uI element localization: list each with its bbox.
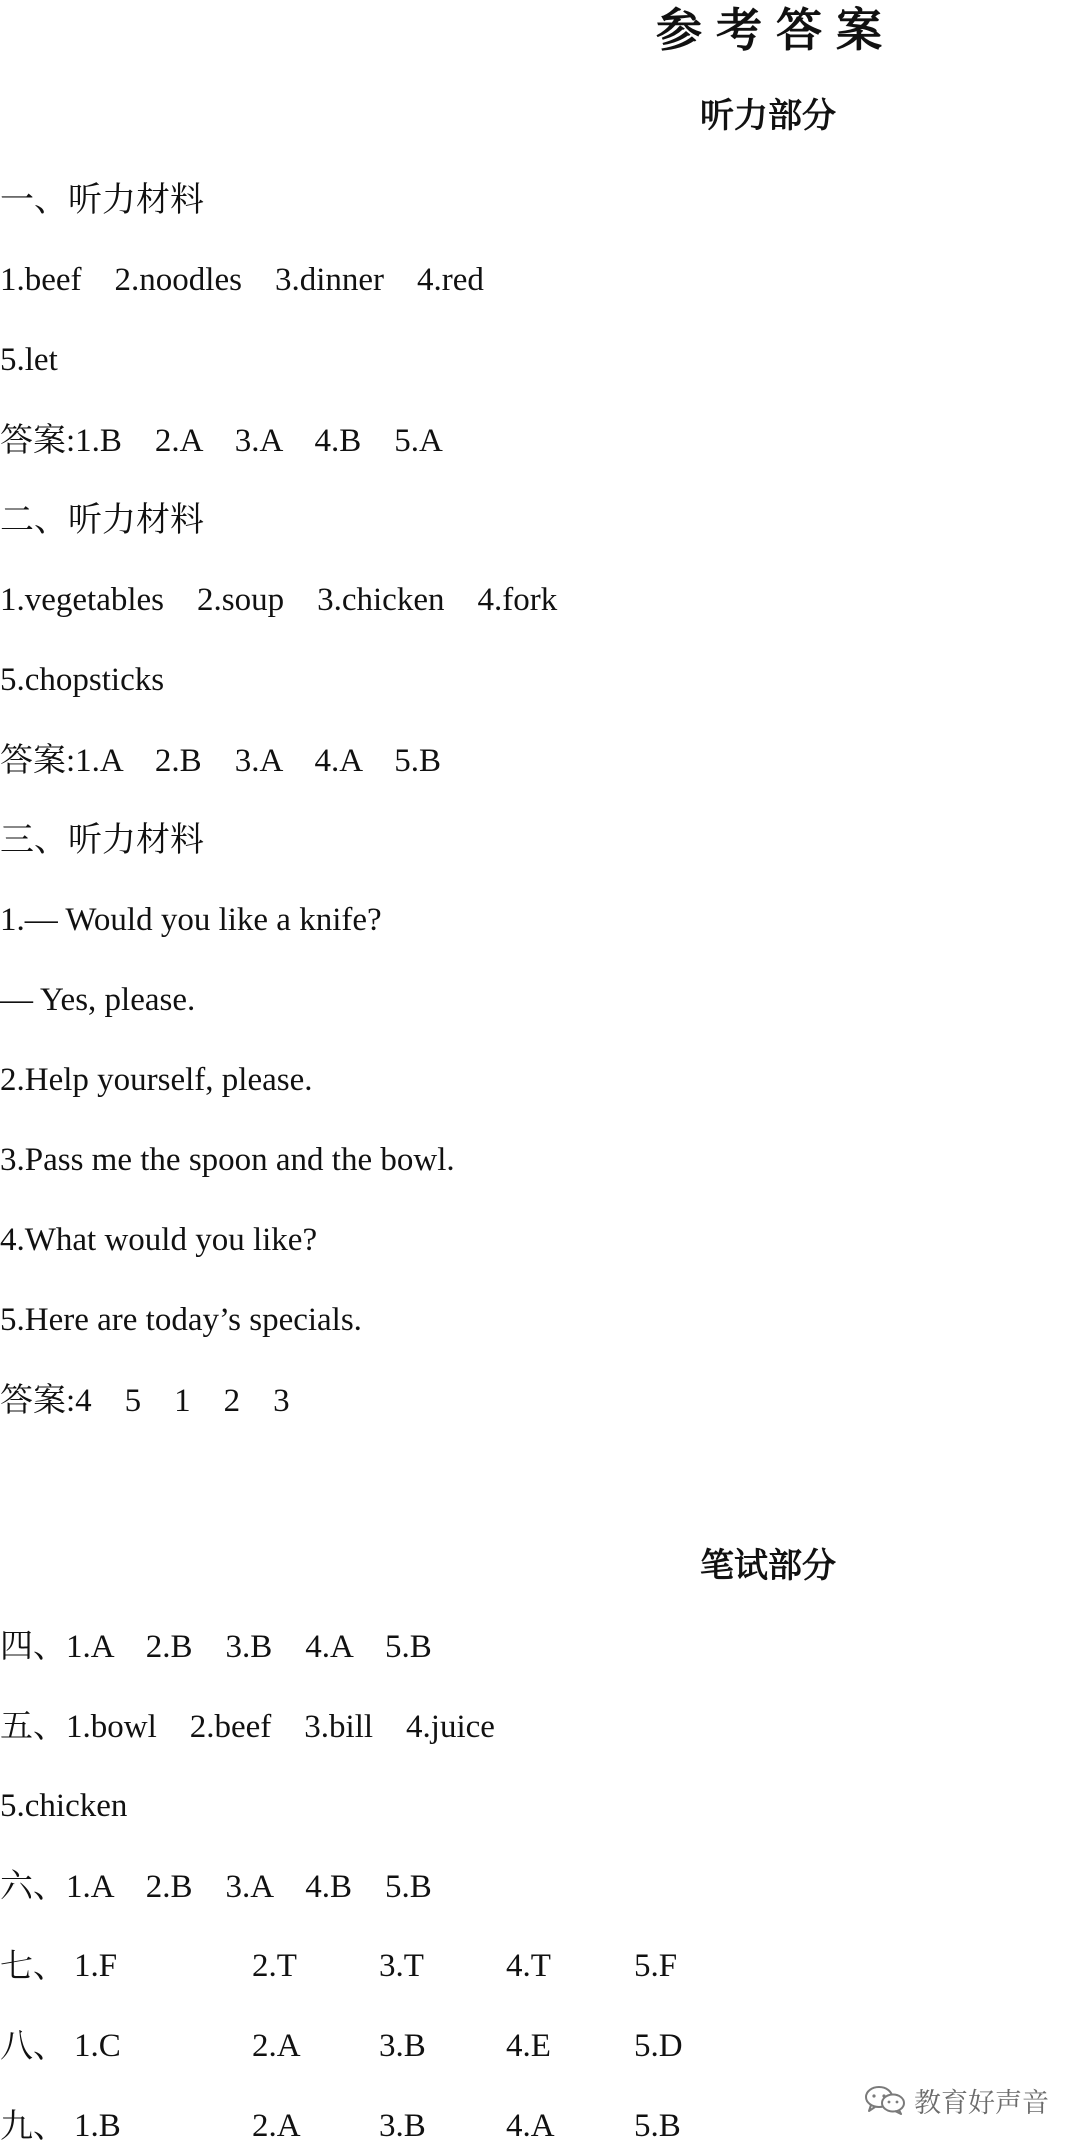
answer-cell: 5.B	[634, 2108, 681, 2144]
writing-part-heading: 笔试部分	[700, 1546, 836, 1586]
section-1-title: 一、听力材料	[0, 180, 204, 220]
section-1-line-2: 5.let	[0, 342, 58, 378]
answer-values: 1.A 2.B 3.B 4.A 5.B	[66, 1629, 432, 1665]
answer-values: :4 5 1 2 3	[66, 1383, 290, 1419]
answer-cell: 2.A	[252, 2108, 301, 2144]
section-2-line-1: 1.vegetables 2.soup 3.chicken 4.fork	[0, 582, 558, 618]
section-5-line-2: 5.chicken	[0, 1788, 128, 1824]
watermark-text: 教育好声音	[914, 2087, 1049, 2119]
section-3-answer	[0, 1378, 290, 1423]
answer-cell: 4.A	[506, 2108, 555, 2144]
section-3-line-6: 5.Here are today’s specials.	[0, 1302, 362, 1338]
section-4-answer	[0, 1624, 432, 1669]
answer-cell: 1.F	[74, 1948, 118, 1984]
page-title: 参考答案	[656, 3, 896, 57]
section-3-line-4: 3.Pass me the spoon and the bowl.	[0, 1142, 455, 1178]
section-2-line-2: 5.chopsticks	[0, 662, 165, 698]
section-3-line-1: 1.— Would you like a knife?	[0, 902, 382, 938]
answer-values: :1.A 2.B 3.A 4.A 5.B	[66, 743, 441, 779]
answer-label: 答案	[0, 740, 66, 779]
section-7-label: 七、	[0, 1946, 66, 1985]
section-5-label: 五、	[0, 1706, 66, 1745]
section-3-line-2: — Yes, please.	[0, 982, 196, 1018]
section-6-label: 六、	[0, 1866, 66, 1905]
section-6-answer	[0, 1864, 432, 1909]
answer-values: 1.A 2.B 3.A 4.B 5.B	[66, 1869, 432, 1905]
answer-cell: 5.D	[634, 2028, 683, 2064]
answer-values: 1.bowl 2.beef 3.bill 4.juice	[66, 1709, 495, 1745]
section-5-answer	[0, 1704, 495, 1749]
answer-cell: 3.B	[379, 2028, 426, 2064]
answer-cell: 4.E	[506, 2028, 551, 2064]
section-3-title: 三、听力材料	[0, 820, 204, 860]
section-4-label: 四、	[0, 1626, 66, 1665]
section-1-answer	[0, 418, 443, 463]
watermark	[864, 2080, 1049, 2120]
answer-cell: 2.T	[252, 1948, 297, 1984]
wechat-icon	[864, 2085, 906, 2115]
section-2-title: 二、听力材料	[0, 500, 204, 540]
section-3-line-5: 4.What would you like?	[0, 1222, 318, 1258]
answer-label: 答案	[0, 420, 66, 459]
answer-cell: 5.F	[634, 1948, 678, 1984]
answer-label: 答案	[0, 1380, 66, 1419]
answer-values: :1.B 2.A 3.A 4.B 5.A	[66, 423, 443, 459]
answer-cell: 3.T	[379, 1948, 424, 1984]
section-3-line-3: 2.Help yourself, please.	[0, 1062, 313, 1098]
section-2-answer	[0, 738, 441, 783]
section-9-label: 九、	[0, 2106, 66, 2145]
answer-cell: 2.A	[252, 2028, 301, 2064]
listening-part-heading: 听力部分	[700, 96, 836, 136]
section-8-label: 八、	[0, 2026, 66, 2065]
answer-cell: 4.T	[506, 1948, 551, 1984]
section-1-line-1: 1.beef 2.noodles 3.dinner 4.red	[0, 262, 484, 298]
answer-cell: 3.B	[379, 2108, 426, 2144]
answer-cell: 1.C	[74, 2028, 121, 2064]
answer-cell: 1.B	[74, 2108, 121, 2144]
